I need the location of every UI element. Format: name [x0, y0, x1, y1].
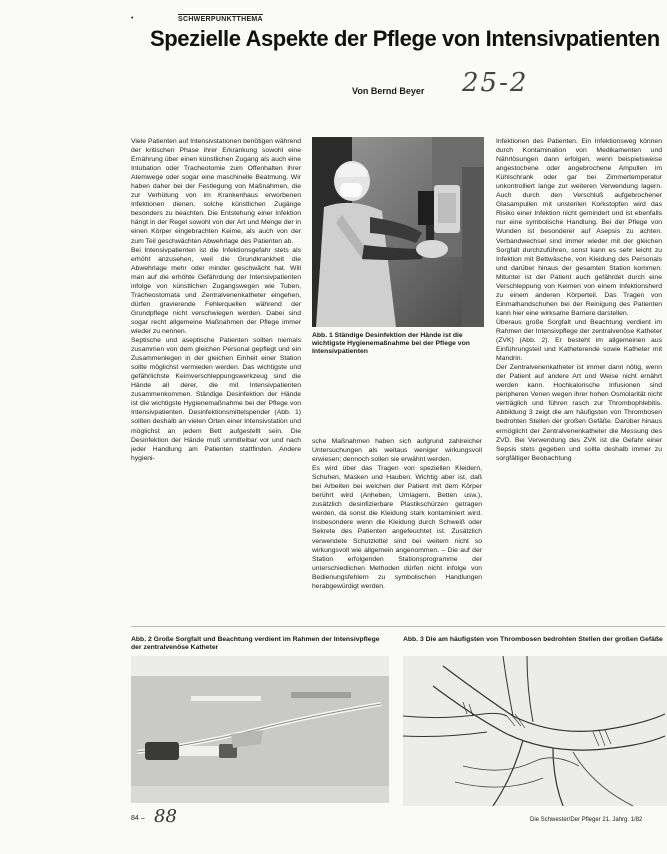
paragraph: Überaus große Sorgfalt und Beachtung verdient im Rahmen der Intensivpflege der zentralvenöse Katheter (ZVK) (Abb. 2). Er besteht im allgemeinen aus Einführungsteil und Katheterende sowie Katheter mit Mandrin.: [496, 318, 662, 363]
figure-1-caption: Abb. 1 Ständige Desinfektion der Hände ist die wichtigste Hygienemaßnahme bei der Pflege von Intensivpatienten: [312, 332, 470, 355]
paragraph: Septische und aseptische Patienten sollten niemals zusammen von dem gleichen Personal gepflegt und ein Zusammenlegen in der gleichen Einheit einer Station sollte möglichst vermieden werden. Das wichtigste und gefährlichste Keimverschleppungswerkzeug sind die Hände all derer, die mit Intensivpatienten zusammenkommen. Ständige Desinfektion der Hände ist die wichtigste Hygienemaßnahme bei der Pflege von Intensivpatienten. Desinfektionsmittelspender (Abb. 1) sollten deshalb an vielen Orten einer Intensivstation und möglichst an jedem Bett aufgestellt sein. Die Desinfektion der Hände muß unmittelbar vor und nach jeder Handlung am Patienten stattfinden. Andere hygieni-: [131, 337, 301, 462]
page-number-prefix: 84 –: [131, 815, 145, 822]
text-column-right: [496, 137, 662, 617]
paragraph: Viele Patienten auf Intensivstationen benötigen während der kritischen Phase ihrer Erkrankung sowohl eine Ernährung über einen künstlichen Zugang als auch eine Intubation oder Tracheotomie zum Offenhalten ihrer Atemwege oder sogar eine maschinelle Beatmung. Wir haben daher bei der Festlegung von Maßnahmen, die zur Verhütung von im Krankenhaus erworbenen Infektionen dienen, solche künstlichen Zugänge besonders zu beachten. Die Entstehung einer Infektion hängt in der Regel sowohl von der Art und Menge der in einen Körper eingebrachten Keime, als auch von der zum Teil geschwächten Abwehrlage des Patienten ab.: [131, 138, 301, 245]
figure-2-caption: Abb. 2 Große Sorgfalt und Beachtung verdient im Rahmen der Intensivpflege der zentralvenöse Katheter: [131, 636, 380, 651]
paragraph: Der Zentralvenenkatheter ist immer dann nötig, wenn der Patient auf andere Art und Weise nicht ernährt werden kann. Hochkalorische Infusionen sind peripheren Venen wegen ihrer hohen Osmolarität nicht verträglich und führen rasch zur Thrombophlebitis. Abbildung 3 zeigt die am häufigsten von Thrombosen bedrohten Stellen der großen Gefäße. Darüber hinaus ermöglicht der Zentralvenenkatheter die Messung des ZVD. Bei Verwendung des ZVK ist die Gefahr einer Sepsis stets gegeben und sollte deshalb immer zu sorgfältiger Beobachtung: [496, 364, 662, 462]
photo-central-venous-catheter: [131, 656, 389, 803]
handwritten-page-number: 88: [154, 806, 177, 827]
section-divider: [131, 626, 665, 627]
rubric-marker: •: [131, 15, 134, 22]
figure-3-caption: Abb. 3 Die am häufigsten von Thrombosen bedrohten Stellen der großen Gefäße: [403, 636, 663, 643]
section-rubric: SCHWERPUNKTTHEMA: [178, 16, 263, 23]
article-title: Spezielle Aspekte der Pflege von Intensivpatienten: [150, 26, 660, 51]
handwritten-note: 25-2: [462, 68, 529, 98]
photo-hand-disinfection-image: [312, 137, 484, 327]
journal-reference: Die Schwester/Der Pfleger 21. Jahrg. 1/82: [530, 817, 643, 823]
diagram-thrombosis-sites: [403, 656, 667, 806]
author-byline: Von Bernd Beyer: [352, 86, 425, 96]
photo-catheter-image: [131, 656, 389, 803]
paragraph: Bei Intensivpatienten ist die Infektionsgefahr stets als erhöht anzusehen, weil die Grundkrankheit die Abwehrlage mehr oder minder geschwächt hat. Will man auf die erhöhte Gefährdung der Intensivpatienten infolge von künstlichen Zugangswegen wie Tuben, Tracheostomata und Zentralvenenkatheter eingehen, dürfen gravierende Fehlerquellen während der Grundpflege nicht verschwiegen werden. Dabei sind sogar recht allgemeine Maßnahmen der Pflege immer wieder zu nennen.: [131, 246, 301, 335]
paragraph: Infektionen des Patienten. Ein Infektionsweg können durch Kontamination von Medikamenten und Nährlösungen dann erfolgen, wenn beispielsweise angestochene oder angebrochene Ampullen im Kühlschrank oder gar bei Zimmertemperatur unkontrolliert lange zur weiteren Verwendung lagern. Auch durch den Verschluß aufgebrochener Glasampullen mit unsterilen Korkstopfen wird das Risiko einer Infektion nicht gemindert und ist ebenfalls nur eine symbolische Handlung. Bei der Pflege von Wunden ist besonderer auf Asepsis zu achten. Verbandwechsel sind immer wieder mit der gleichen Sorgfalt durchzuführen, sonst kann es sehr leicht zu Infektion mit Bettwäsche, von Kleidung des Personals und darüber hinaus der gesamten Station kommen. Mitunter ist der Patient auch gefährdet durch eine Verschleppung von Keimen von einem Infektionsherd zu einem anderen Körperteil. Das Tragen von Einmalhandschuhen bei der Reinigung des Patienten kann hier eine wirksame Barriere darstellen.: [496, 138, 662, 317]
photo-hand-disinfection: [312, 137, 484, 327]
text-column-middle: [312, 437, 482, 617]
text-column-left: [131, 137, 301, 617]
vessel-diagram: [403, 656, 667, 806]
paragraph: sche Maßnahmen haben sich aufgrund zahlreicher Untersuchungen als weitaus weniger wirkungsvoll erwiesen; dennoch sollen sie erwähnt werden.: [312, 438, 482, 464]
paragraph: Es wird über das Tragen von speziellen Kleidern, Schuhen, Masken und Hauben. Wichtig aber ist, daß bei Arbeiten bei welchen der Patient mit dem Körper berührt wird (Anheben, Umlagern, Betten usw.), zusätzlich desinfizierbare Plastikschürzen getragen werden, da sonst die Kleidung stark kontaminiert wird. Insbesondere wenn die Kleidung durch Schweiß oder Sekrete des Patienten angefeuchtet ist. Zusätzlich verwendete Schutzkittel sind bei weitem nicht so wirkungsvoll wie allgemein angenommen. – Die auf der Station erfolgenden Stationsprogramme der unterschiedlichen Methoden dürfen nicht infolge von Bedienungsfehlern zu symbolischen Handlungen herabgewürdigt werden.: [312, 465, 482, 590]
